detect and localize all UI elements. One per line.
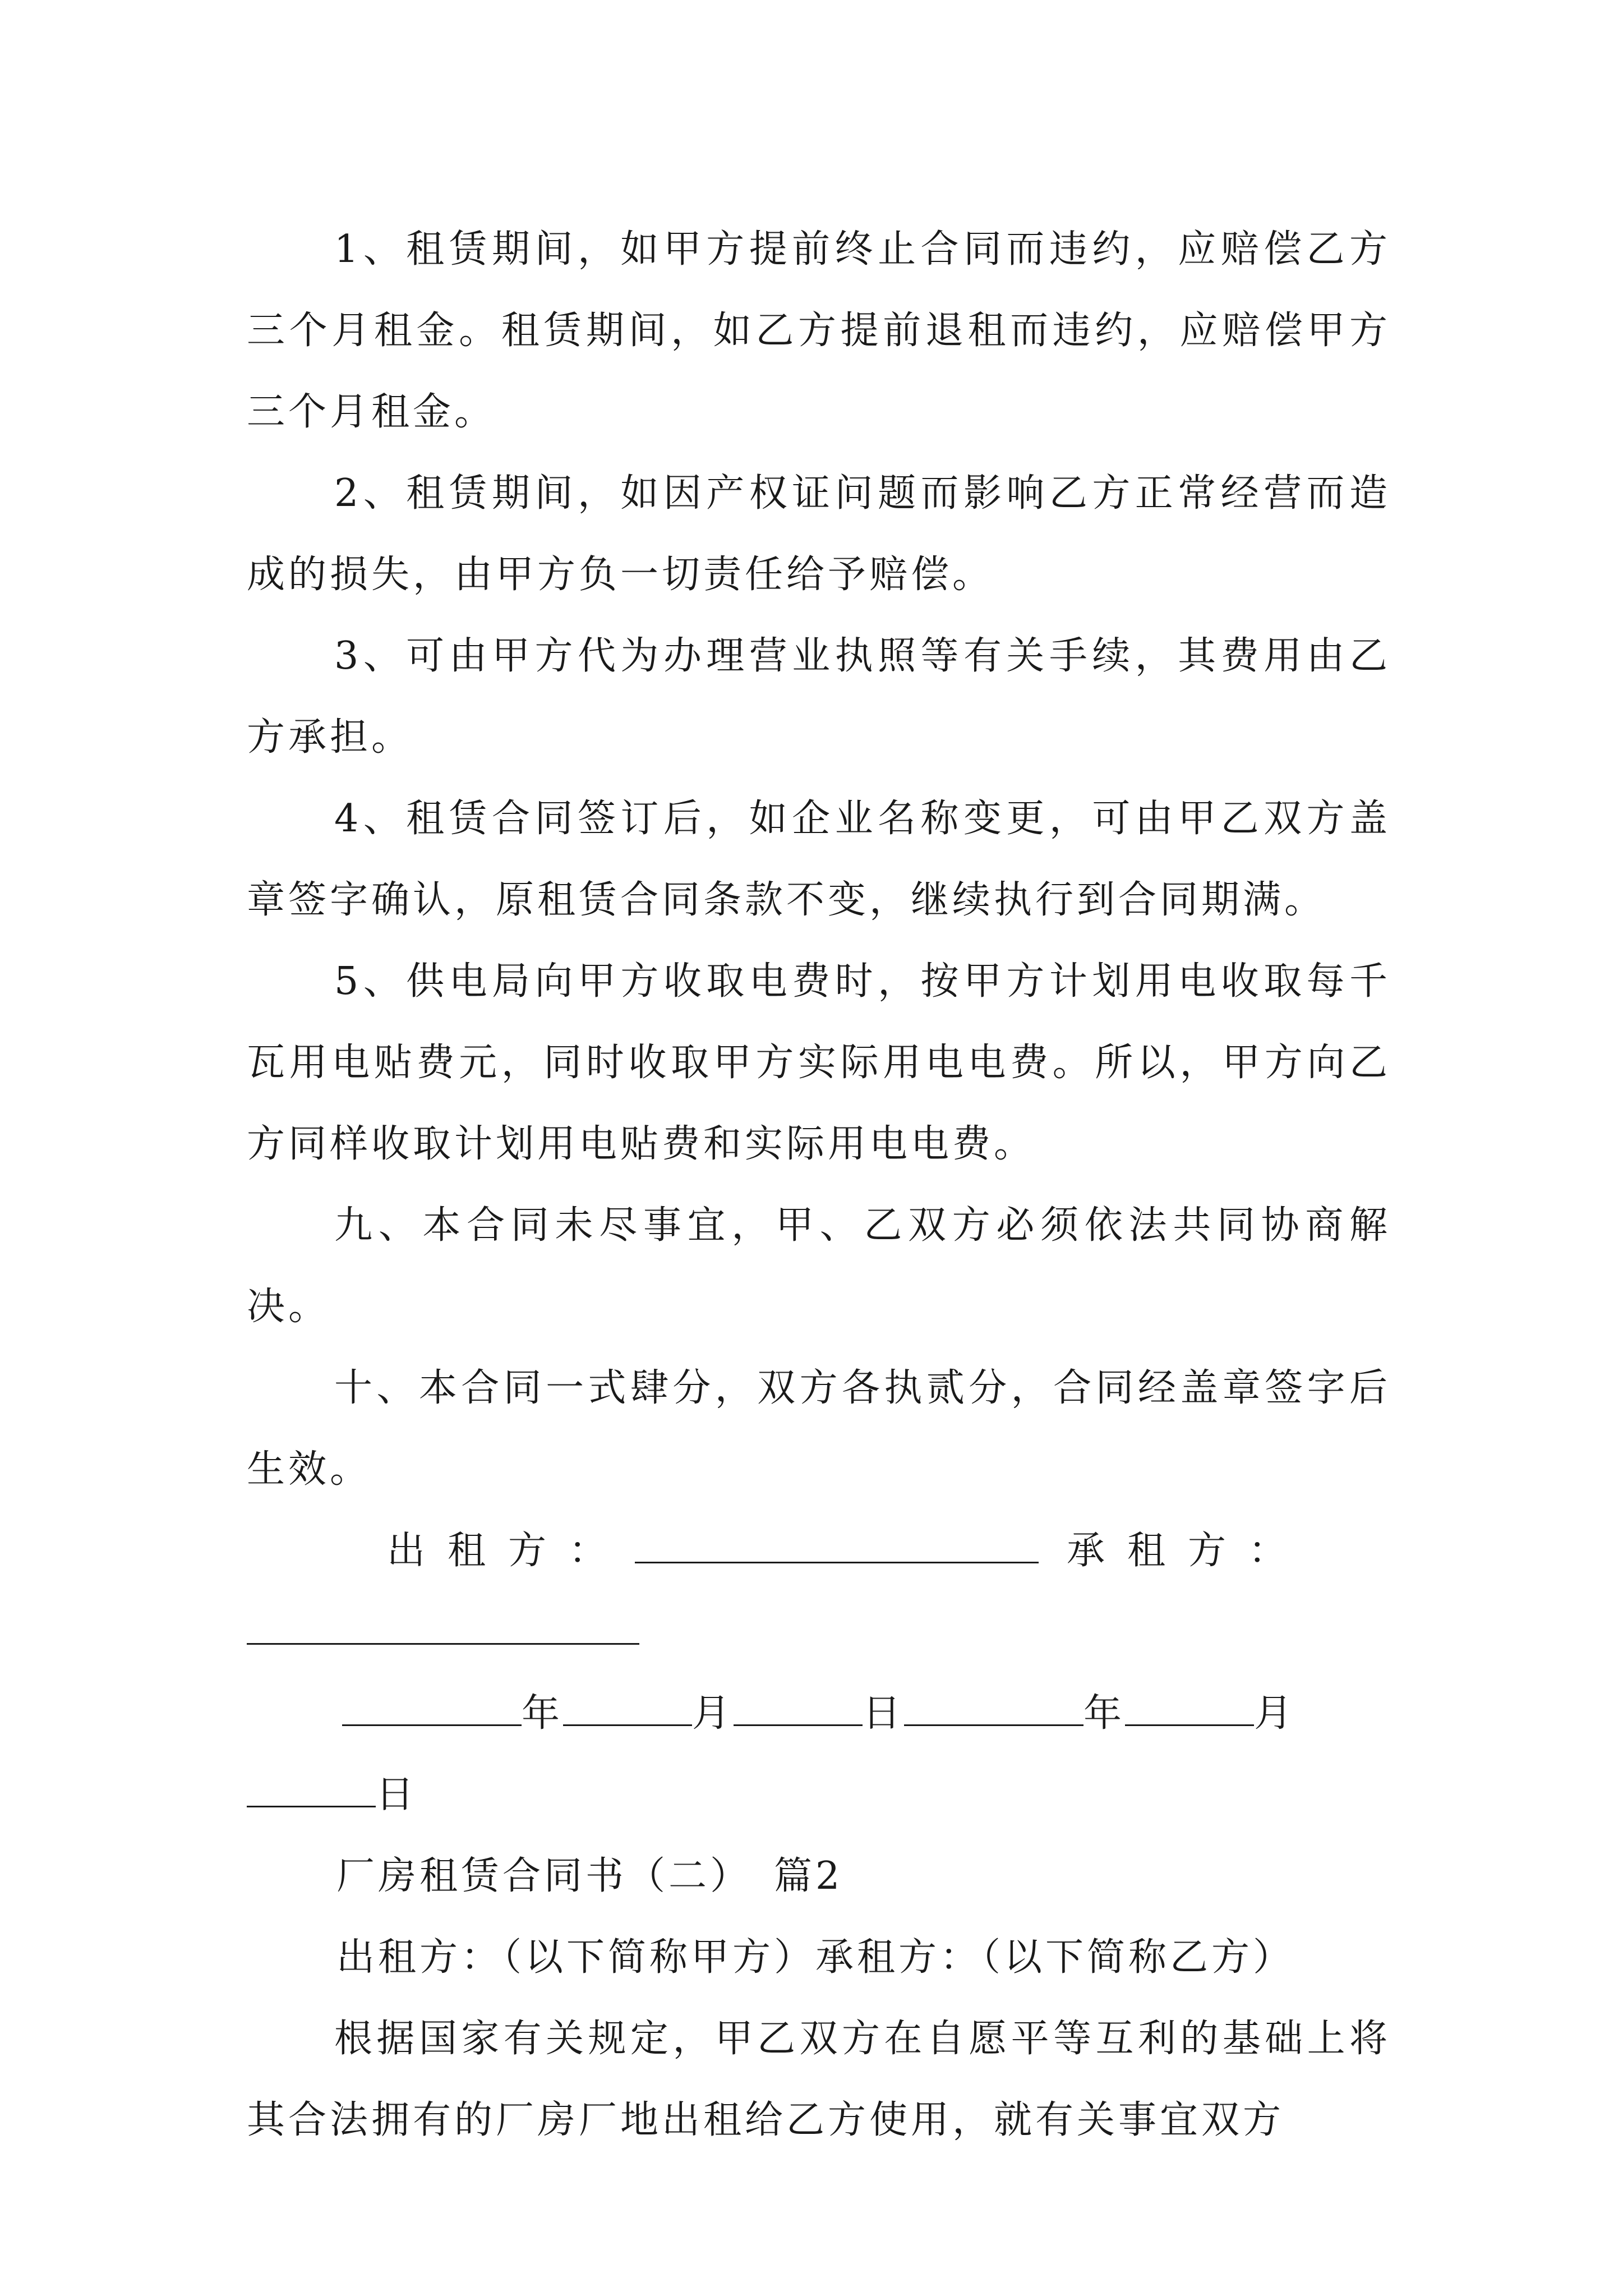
- lessee-signature-blank[interactable]: [247, 1614, 639, 1645]
- lessee-day-blank[interactable]: [247, 1777, 376, 1807]
- month-unit: 月: [692, 1691, 734, 1736]
- lessor-month-blank[interactable]: [563, 1695, 692, 1726]
- year-unit: 年: [1083, 1691, 1126, 1736]
- lessor-label: 出租方：: [387, 1529, 630, 1573]
- clause-ten: 十、本合同一式肆分，双方各执贰分，合同经盖章签字后生效。: [247, 1366, 1391, 1492]
- signature-block: [247, 1510, 1391, 1673]
- lessee-year-blank[interactable]: [904, 1695, 1083, 1726]
- lessor-year-blank[interactable]: [342, 1695, 522, 1726]
- clause-4: 4、租赁合同签订后，如企业名称变更，可由甲乙双方盖章签字确认，原租赁合同条款不变，继续执行到合同期满。: [247, 797, 1391, 922]
- lessor-signature-blank[interactable]: [635, 1533, 1039, 1563]
- clause-5: 5、供电局向甲方收取电费时，按甲方计划用电收取每千瓦用电贴费元，同时收取甲方实际用电电费。所以，甲方向乙方同样收取计划用电贴费和实际用电电费。: [247, 959, 1391, 1166]
- month-unit: 月: [1254, 1691, 1296, 1736]
- clause-2: 2、租赁期间，如因产权证问题而影响乙方正常经营而造成的损失，由甲方负一切责任给予赔偿。: [247, 471, 1391, 597]
- clause-3: 3、可由甲方代为办理营业执照等有关手续，其费用由乙方承担。: [247, 634, 1391, 760]
- date-block: [247, 1673, 1391, 1835]
- day-unit: 日: [376, 1773, 418, 1817]
- clause-nine: 九、本合同未尽事宜，甲、乙双方必须依法共同协商解决。: [247, 1203, 1391, 1329]
- lessee-month-blank[interactable]: [1125, 1695, 1254, 1726]
- clause-1: 1、租赁期间，如甲方提前终止合同而违约，应赔偿乙方三个月租金。租赁期间，如乙方提前退租而违约，应赔偿甲方三个月租金。: [247, 227, 1391, 434]
- section-heading: [247, 1835, 1391, 1917]
- intro-paragraph: 根据国家有关规定，甲乙双方在自愿平等互利的基础上将其合法拥有的厂房厂地出租给乙方使用，就有关事宜双方: [247, 2017, 1391, 2142]
- parties-line: 出租方：（以下简称甲方）承租方：（以下简称乙方）: [336, 1935, 1295, 1980]
- year-unit: 年: [522, 1691, 564, 1736]
- day-unit: 日: [863, 1691, 905, 1736]
- lessee-label: 承租方：: [1067, 1529, 1310, 1573]
- lessor-day-blank[interactable]: [734, 1695, 863, 1726]
- section-part: 篇2: [774, 1854, 843, 1898]
- contract-body: [247, 209, 1391, 2161]
- section-title: 厂房租赁合同书（二）: [336, 1854, 752, 1898]
